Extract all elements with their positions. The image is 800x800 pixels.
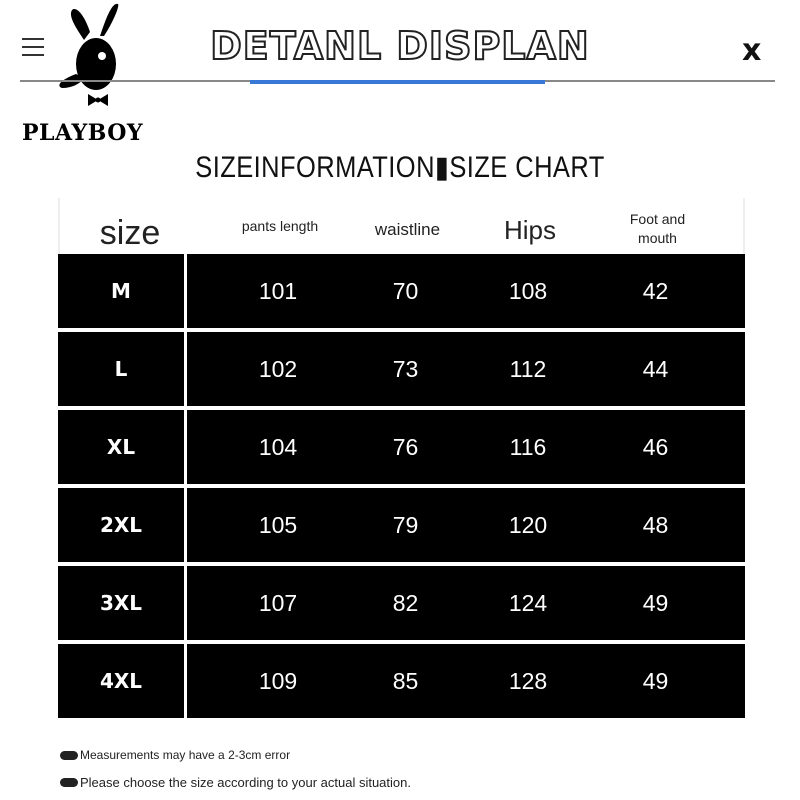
cell-hips: 124 xyxy=(508,589,548,616)
header-foot-mouth-line2: mouth xyxy=(638,230,677,246)
header-foot-mouth xyxy=(600,198,715,254)
note-choose-size xyxy=(60,775,411,790)
cell-size: 4XL xyxy=(99,669,143,693)
bullet-icon xyxy=(60,751,78,760)
table-row xyxy=(58,644,745,718)
header-title: DETANL DISPLAN xyxy=(210,24,590,68)
header-pants-length: pants length xyxy=(241,218,319,234)
table-header xyxy=(58,198,745,254)
cell-hips: 120 xyxy=(508,511,548,538)
cell-pants-length: 109 xyxy=(258,667,298,694)
header-waistline: waistline xyxy=(374,220,441,239)
cell-foot-mouth: 48 xyxy=(642,511,669,538)
header-foot-mouth-line1: Foot and xyxy=(629,211,686,227)
cell-foot-mouth: 42 xyxy=(642,277,669,304)
cell-size: 3XL xyxy=(99,591,143,615)
cell-pants-length: 105 xyxy=(258,511,298,538)
cell-waistline: 70 xyxy=(392,277,419,304)
table-body xyxy=(58,254,745,718)
table-row xyxy=(58,566,745,640)
cell-pants-length: 102 xyxy=(258,355,298,382)
cell-waistline: 82 xyxy=(392,589,419,616)
cell-hips: 108 xyxy=(508,277,548,304)
cell-waistline: 76 xyxy=(392,433,419,460)
note-measurement-error xyxy=(60,748,290,762)
table-row xyxy=(58,488,745,562)
cell-foot-mouth: 46 xyxy=(642,433,669,460)
table-row xyxy=(58,332,745,406)
cell-foot-mouth: 49 xyxy=(642,667,669,694)
cell-size: 2XL xyxy=(99,513,143,537)
cell-pants-length: 107 xyxy=(258,589,298,616)
header-accent-bar xyxy=(250,80,545,84)
cell-pants-length: 101 xyxy=(258,277,298,304)
cell-hips: 112 xyxy=(509,355,547,382)
cell-size: M xyxy=(111,279,131,303)
cell-waistline: 73 xyxy=(392,355,419,382)
note-text: Please choose the size according to your actual situation. xyxy=(80,775,411,790)
brand-name: PLAYBOY xyxy=(22,120,144,146)
bullet-icon xyxy=(60,778,78,787)
note-text: Measurements may have a 2-3cm error xyxy=(80,748,291,762)
header-hips: Hips xyxy=(503,214,556,245)
cell-waistline: 85 xyxy=(392,667,419,694)
table-row xyxy=(58,254,745,328)
cell-hips: 116 xyxy=(509,433,547,460)
cell-size: L xyxy=(114,357,128,381)
table-row xyxy=(58,410,745,484)
header-size: size xyxy=(99,213,161,252)
cell-size: XL xyxy=(106,435,136,459)
cell-pants-length: 104 xyxy=(258,433,298,460)
size-table xyxy=(58,198,745,718)
cell-hips: 128 xyxy=(508,667,548,694)
size-chart-title: SIZEINFORMATION▮SIZE CHART xyxy=(195,151,605,184)
cell-foot-mouth: 44 xyxy=(642,355,669,382)
close-icon[interactable]: x xyxy=(742,33,762,68)
cell-foot-mouth: 49 xyxy=(642,589,669,616)
cell-waistline: 79 xyxy=(392,511,419,538)
